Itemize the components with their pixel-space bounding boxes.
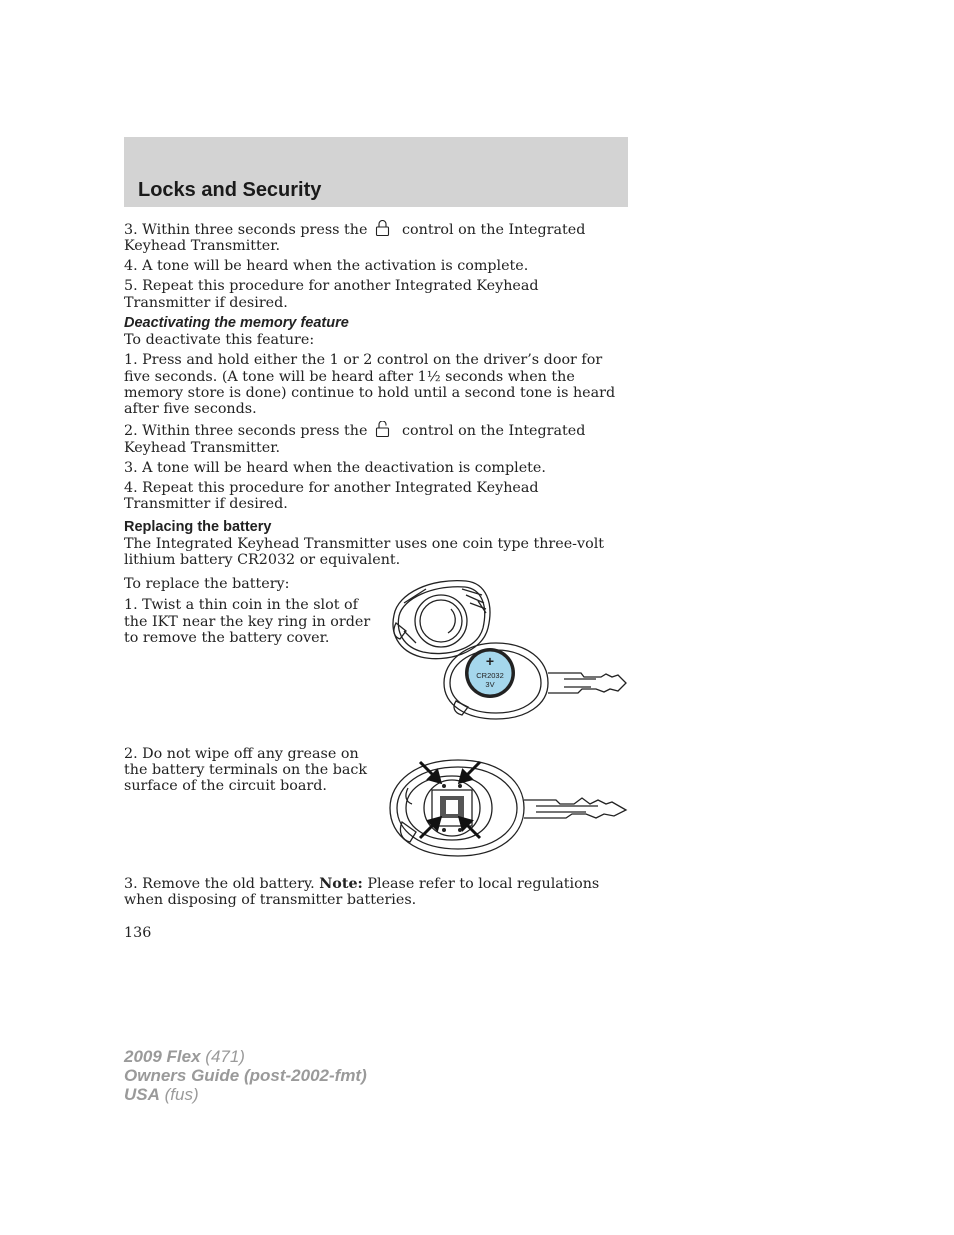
battery-heading: Replacing the battery [124,518,272,535]
battery-step-2: 2. Do not wipe off any grease on the battery terminals on the back surface of the circuit board. [124,746,368,795]
section-header [124,137,628,207]
footer-line-3: USA (fus) [124,1085,199,1104]
memory-step-5: 5. Repeat this procedure for another Integrated Keyhead Transmitter if desired. [124,278,539,311]
deactivate-step-4: 4. Repeat this procedure for another Integrated Keyhead Transmitter if desired. [124,479,539,513]
battery-terminals-illustration [386,752,630,860]
battery-intro: The Integrated Keyhead Transmitter uses one coin type three-volt lithium battery CR2032 or equivalent. [124,536,605,569]
document-footer [124,1047,367,1104]
battery-model-label: CR2032 [476,671,504,680]
battery-cover-removal-illustration [386,573,630,723]
deactivate-step-1: 1. Press and hold either the 1 or 2 control on the driver’s door for five seconds. (A tone will be heard after 1½ seconds when the memory store is done) continue to hold until a second tone is heard after five seconds. [124,352,616,418]
battery-step-3: 3. Remove the old battery. Note: Please refer to local regulations when disposing of transmitter batteries. [124,876,600,909]
deactivate-step-2: 2. Within three seconds press the control on the Integrated Keyhead Transmitter. [124,423,586,456]
deactivate-heading: Deactivating the memory feature [124,314,349,331]
page-number: 136 [124,925,152,941]
section-title: Locks and Security [138,179,322,201]
footer-line-2: Owners Guide (post-2002-fmt) [124,1066,367,1085]
battery-step-1: 1. Twist a thin coin in the slot of the IKT near the key ring in order to remove the battery cover. [124,597,371,647]
deactivate-step-3: 3. A tone will be heard when the deactivation is complete. [124,459,546,476]
battery-plus-label: + [485,653,495,669]
battery-to-replace: To replace the battery: [124,575,290,592]
memory-step-4: 4. A tone will be heard when the activation is complete. [124,258,529,275]
footer-line-1: 2009 Flex (471) [124,1047,245,1066]
memory-step-3: 3. Within three seconds press the control on the Integrated Keyhead Transmitter. [124,222,586,255]
lock-icon [367,220,397,236]
deactivate-intro: To deactivate this feature: [124,332,315,349]
unlock-icon [367,421,397,437]
battery-voltage-label: 3V [485,680,495,689]
